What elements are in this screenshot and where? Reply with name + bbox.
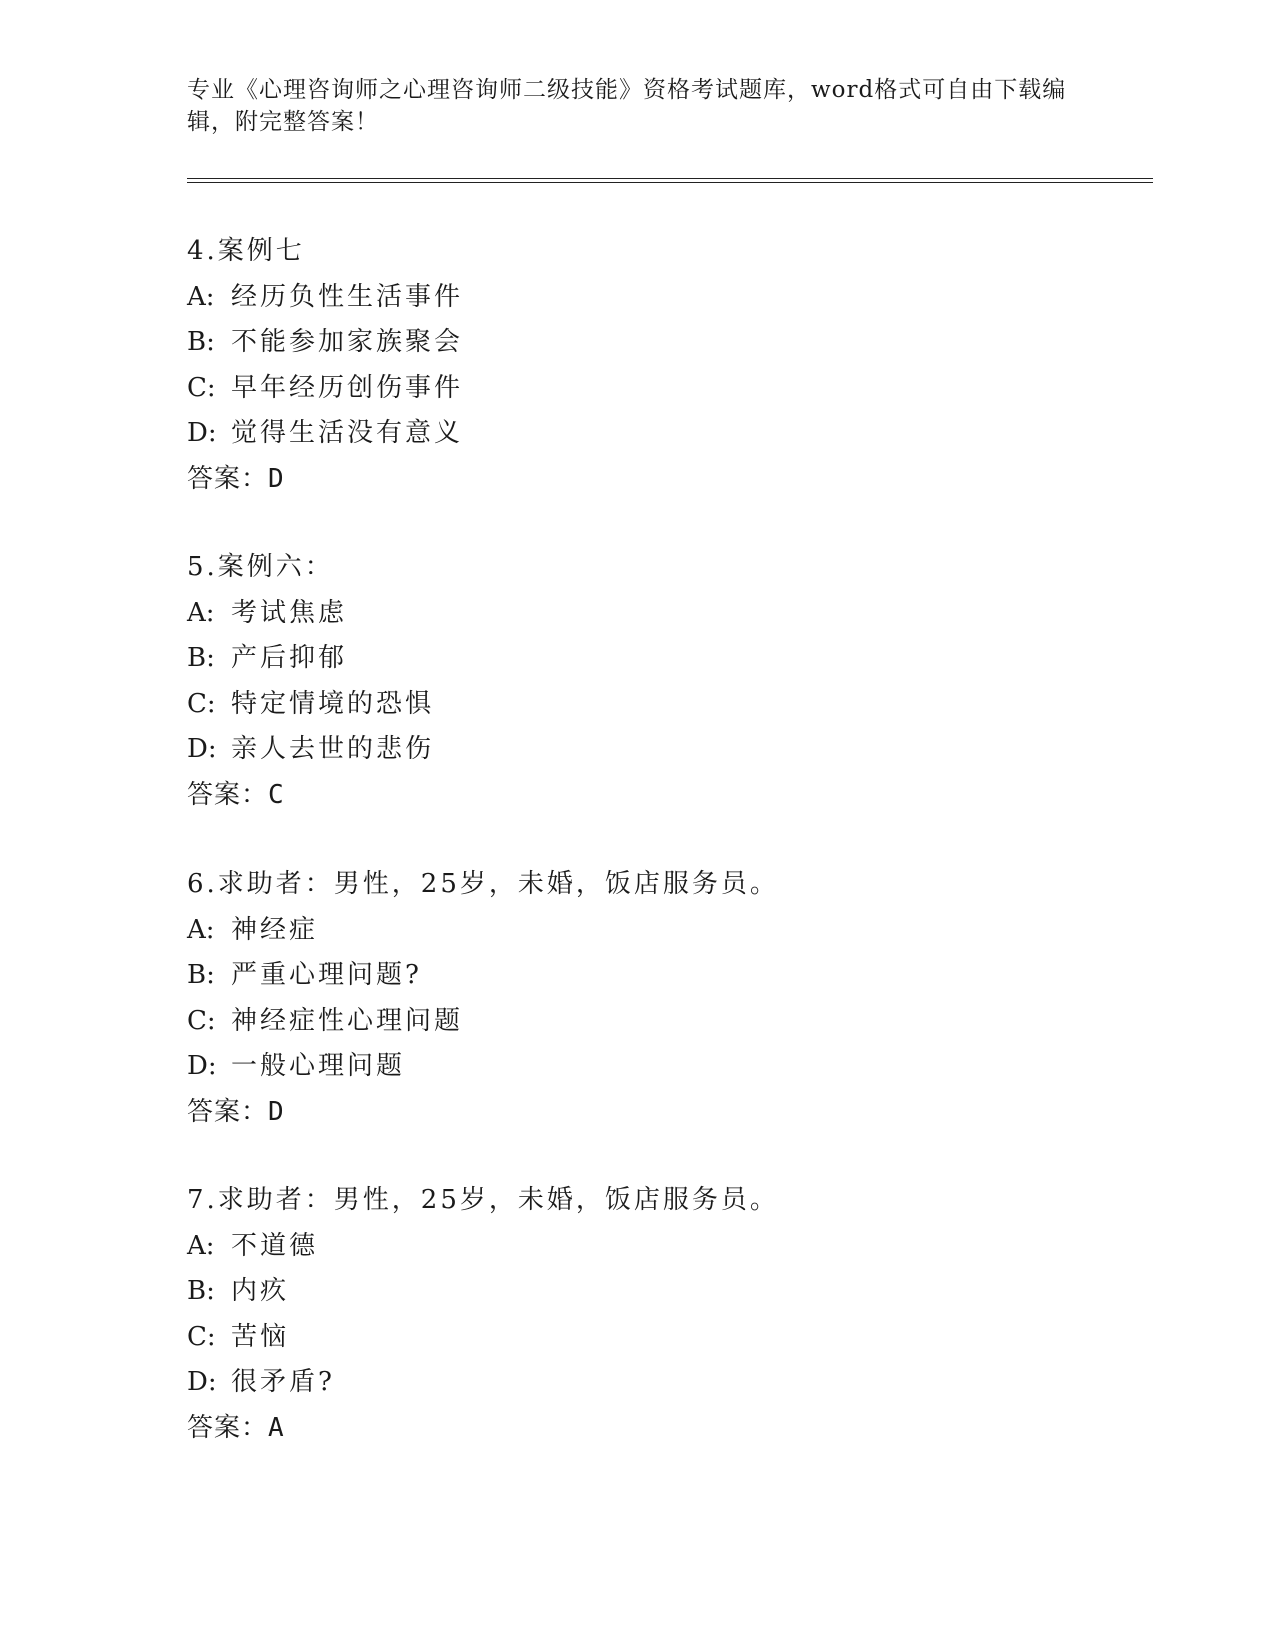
question-block: [187, 229, 1087, 502]
answer-value: D: [268, 463, 285, 494]
option-text: 严重心理问题?: [231, 960, 422, 990]
question-stem: 5.案例六：: [187, 552, 334, 582]
option-d: [187, 1044, 1087, 1090]
option-letter: D:: [187, 734, 217, 764]
answer-label: 答案：: [187, 463, 269, 494]
option-text: 不道德: [231, 1230, 319, 1261]
answer-label: 答案：: [187, 1412, 269, 1443]
answer-value: D: [268, 1096, 285, 1127]
option-text: 经历负性生活事件: [231, 281, 464, 312]
question-stem: 4.案例七: [187, 236, 305, 266]
option-c: [187, 999, 1087, 1045]
document-header: [187, 74, 1077, 138]
option-letter: A:: [187, 1230, 215, 1261]
option-letter: C:: [187, 1005, 216, 1036]
option-d: [187, 1360, 1087, 1406]
header-divider-top: [187, 178, 1153, 179]
option-c: [187, 366, 1087, 412]
option-letter: A:: [187, 914, 215, 945]
option-text: 一般心理问题: [231, 1051, 406, 1081]
answer-value: C: [268, 779, 285, 810]
option-text: 特定情境的恐惧: [231, 688, 435, 719]
question-stem: 7.求助者：男性，25岁，未婚，饭店服务员。: [187, 1185, 779, 1215]
answer-line: [187, 1406, 1087, 1452]
option-letter: D:: [187, 1051, 217, 1081]
question-stem: 6.求助者：男性，25岁，未婚，饭店服务员。: [187, 869, 779, 899]
option-letter: D:: [187, 418, 217, 448]
option-letter: B:: [187, 1276, 215, 1306]
option-text: 考试焦虑: [231, 597, 348, 628]
answer-line: [187, 773, 1087, 819]
answer-line: [187, 1090, 1087, 1136]
option-a: [187, 275, 1087, 321]
option-letter: A:: [187, 597, 215, 628]
option-text: 神经症性心理问题: [231, 1005, 464, 1036]
answer-line: [187, 457, 1087, 503]
option-c: [187, 682, 1087, 728]
option-letter: A:: [187, 281, 215, 312]
option-letter: B:: [187, 643, 215, 673]
option-text: 早年经历创伤事件: [231, 372, 464, 403]
option-a: [187, 591, 1087, 637]
option-letter: D:: [187, 1367, 217, 1397]
option-text: 神经症: [231, 914, 319, 945]
option-a: [187, 1224, 1087, 1270]
option-b: [187, 636, 1087, 682]
header-text: 专业《心理咨询师之心理咨询师二级技能》资格考试题库，word格式可自由下载编辑，附完整答案！: [187, 77, 1067, 135]
option-text: 不能参加家族聚会: [231, 327, 464, 357]
option-b: [187, 1269, 1087, 1315]
option-text: 产后抑郁: [231, 643, 348, 673]
option-b: [187, 953, 1087, 999]
answer-value: A: [268, 1412, 285, 1443]
option-d: [187, 411, 1087, 457]
option-text: 亲人去世的悲伤: [231, 734, 435, 764]
option-d: [187, 727, 1087, 773]
option-letter: B:: [187, 327, 215, 357]
header-divider-bottom: [187, 182, 1153, 183]
option-text: 很矛盾?: [231, 1367, 335, 1397]
option-c: [187, 1315, 1087, 1361]
option-text: 内疚: [231, 1276, 290, 1306]
answer-label: 答案：: [187, 779, 269, 810]
option-letter: C:: [187, 372, 216, 403]
option-a: [187, 908, 1087, 954]
option-text: 觉得生活没有意义: [231, 418, 464, 448]
option-letter: C:: [187, 1321, 216, 1352]
option-b: [187, 320, 1087, 366]
question-block: [187, 862, 1087, 1135]
answer-label: 答案：: [187, 1096, 269, 1127]
option-letter: B:: [187, 960, 215, 990]
question-block: [187, 1178, 1087, 1451]
option-letter: C:: [187, 688, 216, 719]
question-block: [187, 545, 1087, 818]
option-text: 苦恼: [231, 1321, 290, 1352]
